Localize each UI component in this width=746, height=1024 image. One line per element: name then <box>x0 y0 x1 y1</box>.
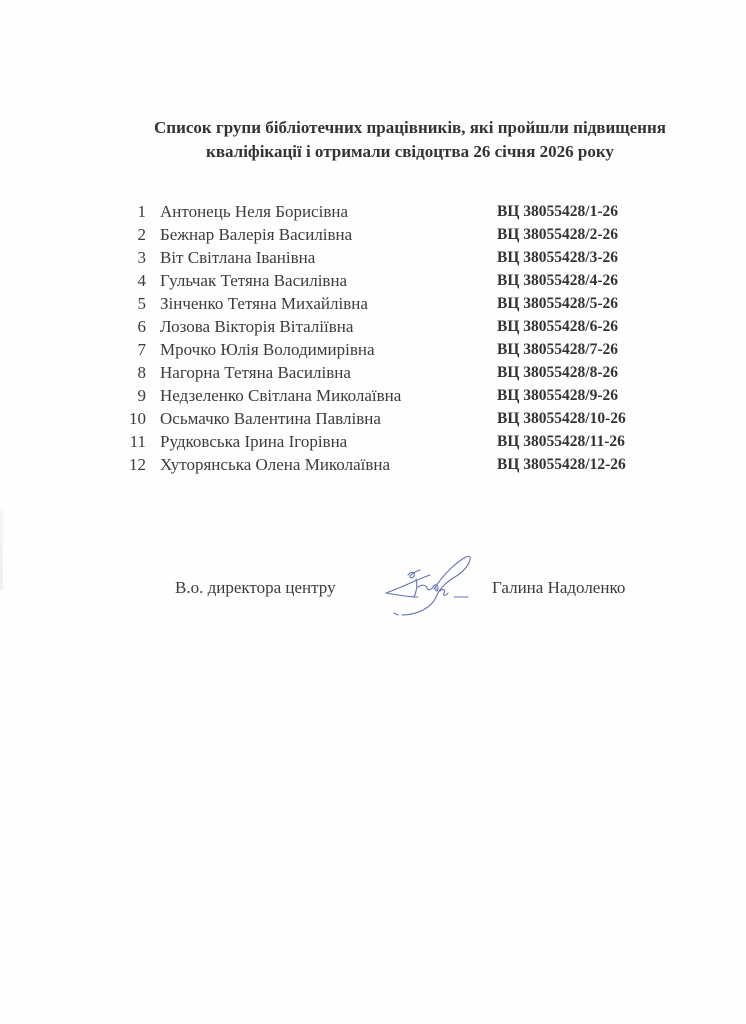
entry-name: Віт Світлана Іванівна <box>160 248 316 267</box>
list-item <box>118 361 678 384</box>
entry-certificate: ВЦ 38055428/7-26 <box>497 341 618 358</box>
title-line-2: кваліфікації і отримали свідоцтва 26 січня 2026 року <box>206 142 614 161</box>
certificate-list <box>118 200 678 476</box>
list-item <box>118 453 678 476</box>
entry-number: 8 <box>137 363 146 382</box>
entry-certificate: ВЦ 38055428/4-26 <box>497 272 618 289</box>
list-item <box>118 384 678 407</box>
entry-name: Лозова Вікторія Віталіївна <box>160 317 354 336</box>
entry-certificate: ВЦ 38055428/3-26 <box>497 249 618 266</box>
signature-block <box>0 578 746 618</box>
entry-name: Гульчак Тетяна Василівна <box>160 271 348 290</box>
entry-name: Антонець Неля Борисівна <box>160 202 348 221</box>
entry-certificate: ВЦ 38055428/10-26 <box>497 410 626 427</box>
entry-name: Бежнар Валерія Василівна <box>160 225 353 244</box>
entry-number: 5 <box>137 294 146 313</box>
entry-number: 1 <box>137 202 146 221</box>
entry-number: 7 <box>137 340 146 359</box>
entry-number: 4 <box>137 271 146 290</box>
list-item <box>118 430 678 453</box>
entry-name: Недзеленко Світлана Миколаївна <box>160 386 402 405</box>
list-item <box>118 269 678 292</box>
entry-number: 11 <box>129 432 146 451</box>
entry-certificate: ВЦ 38055428/12-26 <box>497 456 626 473</box>
entry-name: Зінченко Тетяна Михайлівна <box>160 294 368 313</box>
list-item <box>118 338 678 361</box>
list-item <box>118 292 678 315</box>
entry-certificate: ВЦ 38055428/1-26 <box>497 203 618 220</box>
entry-certificate: ВЦ 38055428/5-26 <box>497 295 618 312</box>
list-item <box>118 200 678 223</box>
entry-name: Нагорна Тетяна Василівна <box>160 363 351 382</box>
entry-certificate: ВЦ 38055428/8-26 <box>497 364 618 381</box>
list-item <box>118 223 678 246</box>
entry-number: 3 <box>137 248 146 267</box>
entry-number: 9 <box>137 386 146 405</box>
list-item <box>118 315 678 338</box>
entry-name: Мрочко Юлія Володимирівна <box>160 340 375 359</box>
entry-name: Рудковська Ірина Ігорівна <box>160 432 348 451</box>
entry-certificate: ВЦ 38055428/2-26 <box>497 226 618 243</box>
signer-name: Галина Надоленко <box>492 578 626 597</box>
entry-certificate: ВЦ 38055428/6-26 <box>497 318 618 335</box>
list-item <box>118 246 678 269</box>
title-line-1: Список групи бібліотечних працівників, які пройшли підвищення <box>154 118 666 137</box>
entry-name: Хуторянська Олена Миколаївна <box>160 455 391 474</box>
entry-number: 12 <box>129 455 146 474</box>
entry-number: 2 <box>137 225 146 244</box>
entry-number: 6 <box>137 317 146 336</box>
list-item <box>118 407 678 430</box>
signer-role: В.о. директора центру <box>175 578 336 597</box>
entry-number: 10 <box>129 409 146 428</box>
document-title <box>100 116 720 164</box>
entry-certificate: ВЦ 38055428/11-26 <box>497 433 625 450</box>
entry-name: Осьмачко Валентина Павлівна <box>160 409 381 428</box>
entry-certificate: ВЦ 38055428/9-26 <box>497 387 618 404</box>
